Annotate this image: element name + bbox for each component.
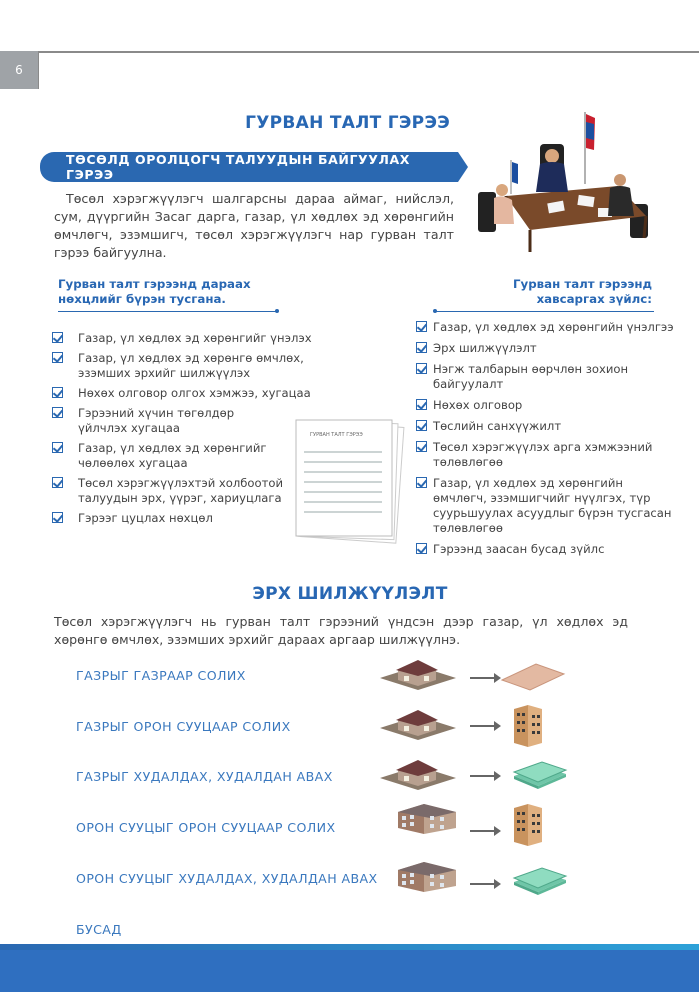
list-item xyxy=(416,398,680,413)
conditions-heading-underline xyxy=(58,311,276,312)
conditions-heading: Гурван талт гэрээнд дараах нөхцлийг бүрэн тусгана. xyxy=(58,277,251,306)
checkbox-icon xyxy=(52,477,63,488)
attachments-list xyxy=(416,320,680,563)
checkbox-icon xyxy=(52,442,63,453)
exchange-label: ГАЗРЫГ ГАЗРААР СОЛИХ xyxy=(76,668,246,683)
arrow-icon xyxy=(470,725,496,727)
checkbox-icon xyxy=(52,407,63,418)
exchange-label: ГАЗРЫГ ОРОН СУУЦААР СОЛИХ xyxy=(76,719,291,734)
list-item xyxy=(416,476,680,536)
list-item-text: Нэгж талбарын өөрчлөн зохион байгуулалт xyxy=(433,362,629,391)
footer-bar xyxy=(0,950,699,992)
apartment-building-icon xyxy=(510,802,546,848)
attachments-heading-underline xyxy=(436,311,654,312)
checkbox-icon xyxy=(416,441,427,452)
arrow-icon xyxy=(470,883,496,885)
checkbox-icon xyxy=(52,352,63,363)
land-plot-icon xyxy=(500,660,566,692)
checkbox-icon xyxy=(52,332,63,343)
low-building-icon xyxy=(394,858,460,898)
list-item xyxy=(52,476,322,506)
list-item-text: Гэрээг цуцлах нөхцөл xyxy=(78,511,213,525)
checkbox-icon xyxy=(52,387,63,398)
list-item-text: Төсөл хэрэгжүүлэх арга хэмжээний төлөвлөгөө xyxy=(433,440,653,469)
page-number: 6 xyxy=(0,51,38,89)
list-item xyxy=(416,362,680,392)
list-item-text: Нөхөх олговор xyxy=(433,398,523,412)
checkbox-icon xyxy=(416,363,427,374)
list-item xyxy=(416,419,680,434)
checkbox-icon xyxy=(416,420,427,431)
list-item-text: Эрх шилжүүлэлт xyxy=(433,341,537,355)
exchange-label: БУСАД xyxy=(76,922,122,937)
list-item-text: Газар, үл хөдлөх эд хөрөнгийн өмчлөгч, эзэмшигчийг нүүлгэх, түр суурьшуулах асуудлыг бүрэн тусгасан төлөвлөгөө xyxy=(433,476,672,535)
exchange-label: ОРОН СУУЦЫГ ОРОН СУУЦААР СОЛИХ xyxy=(76,820,336,835)
list-item-text: Гэрээнд заасан бусад зүйлс xyxy=(433,542,605,556)
apartment-building-icon xyxy=(510,703,546,749)
exchange-label: ГАЗРЫГ ХУДАЛДАХ, ХУДАЛДАН АВАХ xyxy=(76,769,333,784)
meeting-illustration xyxy=(468,104,680,262)
list-item xyxy=(52,386,322,401)
list-item-text: Нөхөх олговор олгох хэмжээ, хугацаа xyxy=(78,386,311,400)
list-item xyxy=(416,542,680,557)
list-item-text: Төслийн санхүүжилт xyxy=(433,419,562,433)
section-title: ГУРВАН ТАЛТ ГЭРЭЭ xyxy=(245,113,450,133)
section-banner xyxy=(40,152,458,182)
checkbox-icon xyxy=(52,512,63,523)
list-item xyxy=(52,511,322,526)
conditions-list xyxy=(52,331,322,531)
list-item xyxy=(52,441,322,471)
house-icon xyxy=(378,656,458,692)
house-icon xyxy=(378,706,458,742)
money-stack-icon xyxy=(512,866,568,896)
intro-paragraph: Төсөл хэрэгжүүлэгч шалгарсны дараа аймаг, нийслэл, сум, дүүргийн Засаг дарга, газар, үл хөдлөх эд хөрөнгийн өмчлөгч, эзэмшигч, төсөл хэрэгжүүлэгч нар гурван талт гэрээ байгуулна. xyxy=(54,191,454,260)
underline-dot xyxy=(433,309,437,313)
header-rule xyxy=(38,51,699,89)
arrow-icon xyxy=(470,677,496,679)
list-item xyxy=(416,440,680,470)
list-item xyxy=(416,320,680,335)
list-item-text: Газар, үл хөдлөх эд хөрөнгийг чөлөөлөх хугацаа xyxy=(78,441,267,470)
checkbox-icon xyxy=(416,342,427,353)
money-stack-icon xyxy=(512,760,568,790)
checkbox-icon xyxy=(416,543,427,554)
checkbox-icon xyxy=(416,321,427,332)
attachments-heading: Гурван талт гэрээнд хавсаргах зүйлс: xyxy=(513,277,652,306)
underline-dot xyxy=(275,309,279,313)
doc-title: ГУРВАН ТАЛТ ГЭРЭЭ xyxy=(310,432,363,438)
list-item-text: Газар, үл хөдлөх эд хөрөнгийг үнэлэх xyxy=(78,331,312,345)
list-item xyxy=(416,341,680,356)
list-item-text: Газар, үл хөдлөх эд хөрөнгийн үнэлгээ xyxy=(433,320,674,334)
list-item xyxy=(52,351,322,381)
low-building-icon xyxy=(394,800,460,840)
exchange-label: ОРОН СУУЦЫГ ХУДАЛДАХ, ХУДАЛДАН АВАХ xyxy=(76,871,378,886)
checkbox-icon xyxy=(416,477,427,488)
list-item-text: Газар, үл хөдлөх эд хөрөнгө өмчлөх, эзэмших эрхийг шилжүүлэх xyxy=(78,351,304,380)
arrow-icon xyxy=(470,775,496,777)
list-item xyxy=(52,406,322,436)
house-icon xyxy=(378,756,458,792)
arrow-icon xyxy=(470,830,496,832)
rights-transfer-title: ЭРХ ШИЛЖҮҮЛЭЛТ xyxy=(252,584,448,604)
list-item xyxy=(52,331,322,346)
contract-document-illustration xyxy=(290,416,406,544)
list-item-text: Төсөл хэрэгжүүлэхтэй холбоотой талуудын эрх, үүрэг, хариуцлага xyxy=(78,476,283,505)
checkbox-icon xyxy=(416,399,427,410)
rights-transfer-paragraph: Төсөл хэрэгжүүлэгч нь гурван талт гэрээний үндсэн дээр газар, үл хөдлөх эд хөрөнгө өмчлөх, эзэмших эрхийг дараах аргаар шилжүүлнэ. xyxy=(54,614,628,647)
list-item-text: Гэрээний хүчин төгөлдөр үйлчлэх хугацаа xyxy=(78,406,235,435)
banner-text: ТӨСӨЛД ОРОЛЦОГЧ ТАЛУУДЫН БАЙГУУЛАХ ГЭРЭЭ xyxy=(66,152,411,182)
